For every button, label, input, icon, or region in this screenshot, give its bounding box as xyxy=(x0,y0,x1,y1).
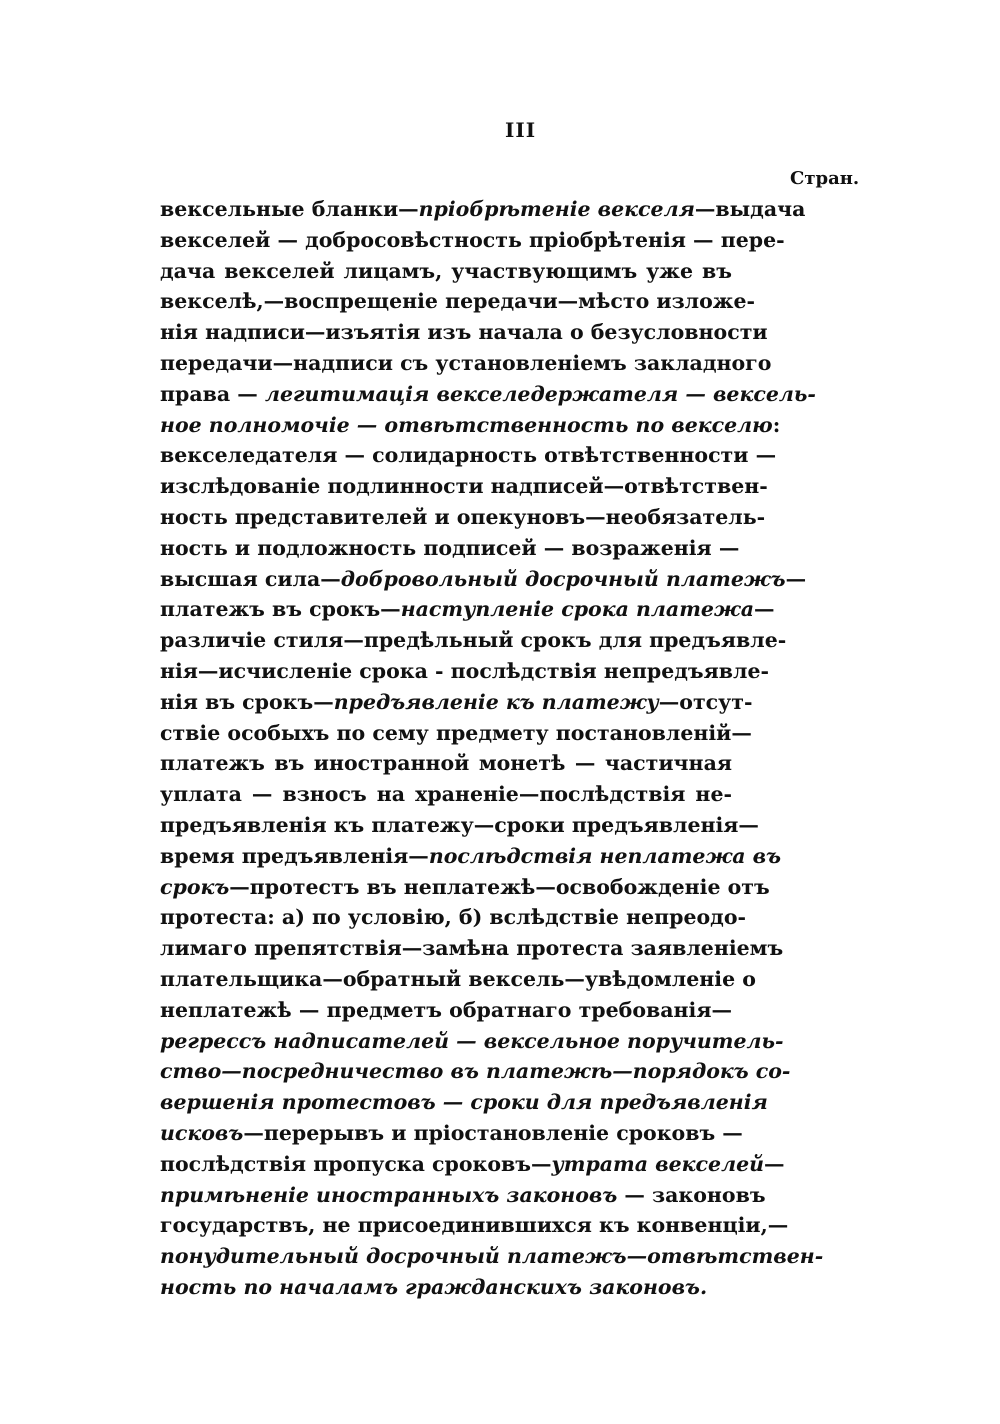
italic-text-segment: добровольный досрочный платежъ xyxy=(340,566,786,591)
text-segment: нія въ срокъ— xyxy=(160,689,334,714)
page-number: III xyxy=(505,118,537,142)
text-line xyxy=(160,902,747,933)
text-segment: государствъ, не присоединившихся къ конвенціи,— xyxy=(160,1213,789,1238)
text-line xyxy=(160,502,766,533)
text-line xyxy=(160,440,777,471)
italic-text-segment: утрата векселей xyxy=(551,1151,765,1176)
text-line xyxy=(160,286,756,317)
text-segment: — законовъ xyxy=(617,1182,766,1207)
italic-text-segment: исковъ xyxy=(160,1120,244,1145)
italic-text-segment: регрессъ надписателей — вексельное поручитель- xyxy=(160,1028,784,1053)
text-segment: — xyxy=(764,1151,785,1176)
text-line xyxy=(160,410,781,441)
italic-text-segment: предъявленіе къ платежу xyxy=(333,689,659,714)
text-line xyxy=(160,594,775,625)
text-line xyxy=(160,841,781,872)
italic-text-segment: послѣдствія неплатежа въ xyxy=(428,843,781,868)
text-segment: векселей — добросовѣстность пріобрѣтенія — пере- xyxy=(160,227,785,252)
text-line xyxy=(160,933,784,964)
text-line xyxy=(160,564,807,595)
text-line xyxy=(160,256,732,287)
text-line xyxy=(160,748,732,779)
text-segment: лимаго препятствія—замѣна протеста заявленіемъ xyxy=(160,936,784,961)
italic-text-segment: понудительный досрочный платежъ—отвѣтствен- xyxy=(160,1244,824,1269)
text-line xyxy=(160,1210,789,1241)
italic-text-segment: легитимація векселедержателя — вексель- xyxy=(264,381,816,406)
italic-text-segment: наступленіе срока платежа xyxy=(400,597,754,622)
text-line xyxy=(160,225,785,256)
italic-text-segment: срокъ xyxy=(160,874,230,899)
text-segment: протеста: а) по условію, б) вслѣдствіе непреодо- xyxy=(160,905,747,930)
italic-text-segment: примѣненіе иностранныхъ законовъ xyxy=(160,1182,618,1207)
text-segment: дача векселей лицамъ, участвующимъ уже въ xyxy=(160,258,732,283)
text-segment: различіе стиля—предѣльный срокъ для предъявле- xyxy=(160,628,787,653)
italic-text-segment: ное полномочіе — отвѣтственность по векселю xyxy=(160,412,773,437)
italic-text-segment: вершенія протестовъ — сроки для предъявленія xyxy=(160,1090,768,1115)
text-segment: ствіе особыхъ по сему предмету постановленій— xyxy=(160,720,752,745)
table-of-contents-text xyxy=(160,194,824,1303)
column-header-pages: Стран. xyxy=(790,168,860,189)
text-line xyxy=(160,1026,784,1057)
text-segment: нія—исчисленіе срока - послѣдствія непредъявле- xyxy=(160,658,770,683)
text-segment: платежъ въ иностранной монетѣ — частичная xyxy=(160,751,732,776)
text-line xyxy=(160,872,770,903)
text-segment: векселедателя — солидарность отвѣтственности — xyxy=(160,443,777,468)
text-segment: платежъ въ срокъ— xyxy=(160,597,401,622)
text-line xyxy=(160,1272,732,1303)
text-line xyxy=(160,1118,743,1149)
text-segment: послѣдствія пропуска сроковъ— xyxy=(160,1151,552,1176)
text-segment: — xyxy=(785,566,807,591)
text-line xyxy=(160,348,772,379)
text-line xyxy=(160,995,732,1026)
text-line xyxy=(160,625,787,656)
italic-text-segment: ность по началамъ гражданскихъ законовъ. xyxy=(160,1274,708,1299)
text-segment: ность и подложность подписей — возраженія — xyxy=(160,535,740,560)
text-segment: изслѣдованіе подлинности надписей—отвѣтствен- xyxy=(160,474,768,499)
text-segment: — xyxy=(753,597,775,622)
text-line xyxy=(160,471,768,502)
text-segment: векселѣ,—воспрещеніе передачи—мѣсто изложе- xyxy=(160,289,756,314)
text-segment: права — xyxy=(160,381,265,406)
text-line xyxy=(160,1056,791,1087)
text-segment: вексельные бланки— xyxy=(160,197,419,221)
text-segment: время предъявленія— xyxy=(160,843,429,868)
text-segment: неплатежѣ — предметъ обратнаго требованія— xyxy=(160,997,732,1022)
text-segment: ность представителей и опекуновъ—необязатель- xyxy=(160,504,766,529)
text-line xyxy=(160,1180,766,1211)
text-segment: : xyxy=(772,412,781,437)
text-line xyxy=(160,194,806,225)
text-line xyxy=(160,718,752,749)
text-line xyxy=(160,779,732,810)
text-segment: предъявленія къ платежу—сроки предъявленія— xyxy=(160,812,759,837)
text-segment: высшая сила— xyxy=(160,566,341,591)
text-segment: —выдача xyxy=(694,197,806,221)
italic-text-segment: пріобрѣтеніе векселя xyxy=(418,197,695,221)
text-line xyxy=(160,1087,768,1118)
text-line xyxy=(160,1241,824,1272)
text-line xyxy=(160,810,759,841)
text-segment: нія надписи—изъятія изъ начала о безусловности xyxy=(160,320,768,345)
text-segment: передачи—надписи съ установленіемъ закладного xyxy=(160,350,772,375)
text-line xyxy=(160,1149,785,1180)
text-line xyxy=(160,533,740,564)
text-line xyxy=(160,656,770,687)
text-segment: уплата — взносъ на храненіе—послѣдствія не- xyxy=(160,782,732,807)
text-line xyxy=(160,687,753,718)
text-line xyxy=(160,317,768,348)
text-line xyxy=(160,964,756,995)
text-segment: —перерывъ и пріостановленіе сроковъ — xyxy=(243,1120,743,1145)
text-segment: —отсут- xyxy=(658,689,753,714)
text-line xyxy=(160,379,816,410)
italic-text-segment: ство—посредничество въ платежѣ—порядокъ со- xyxy=(160,1059,791,1084)
text-segment: плательщика—обратный вексель—увѣдомленіе о xyxy=(160,966,756,991)
text-segment: —протестъ въ неплатежѣ—освобожденіе отъ xyxy=(229,874,770,899)
